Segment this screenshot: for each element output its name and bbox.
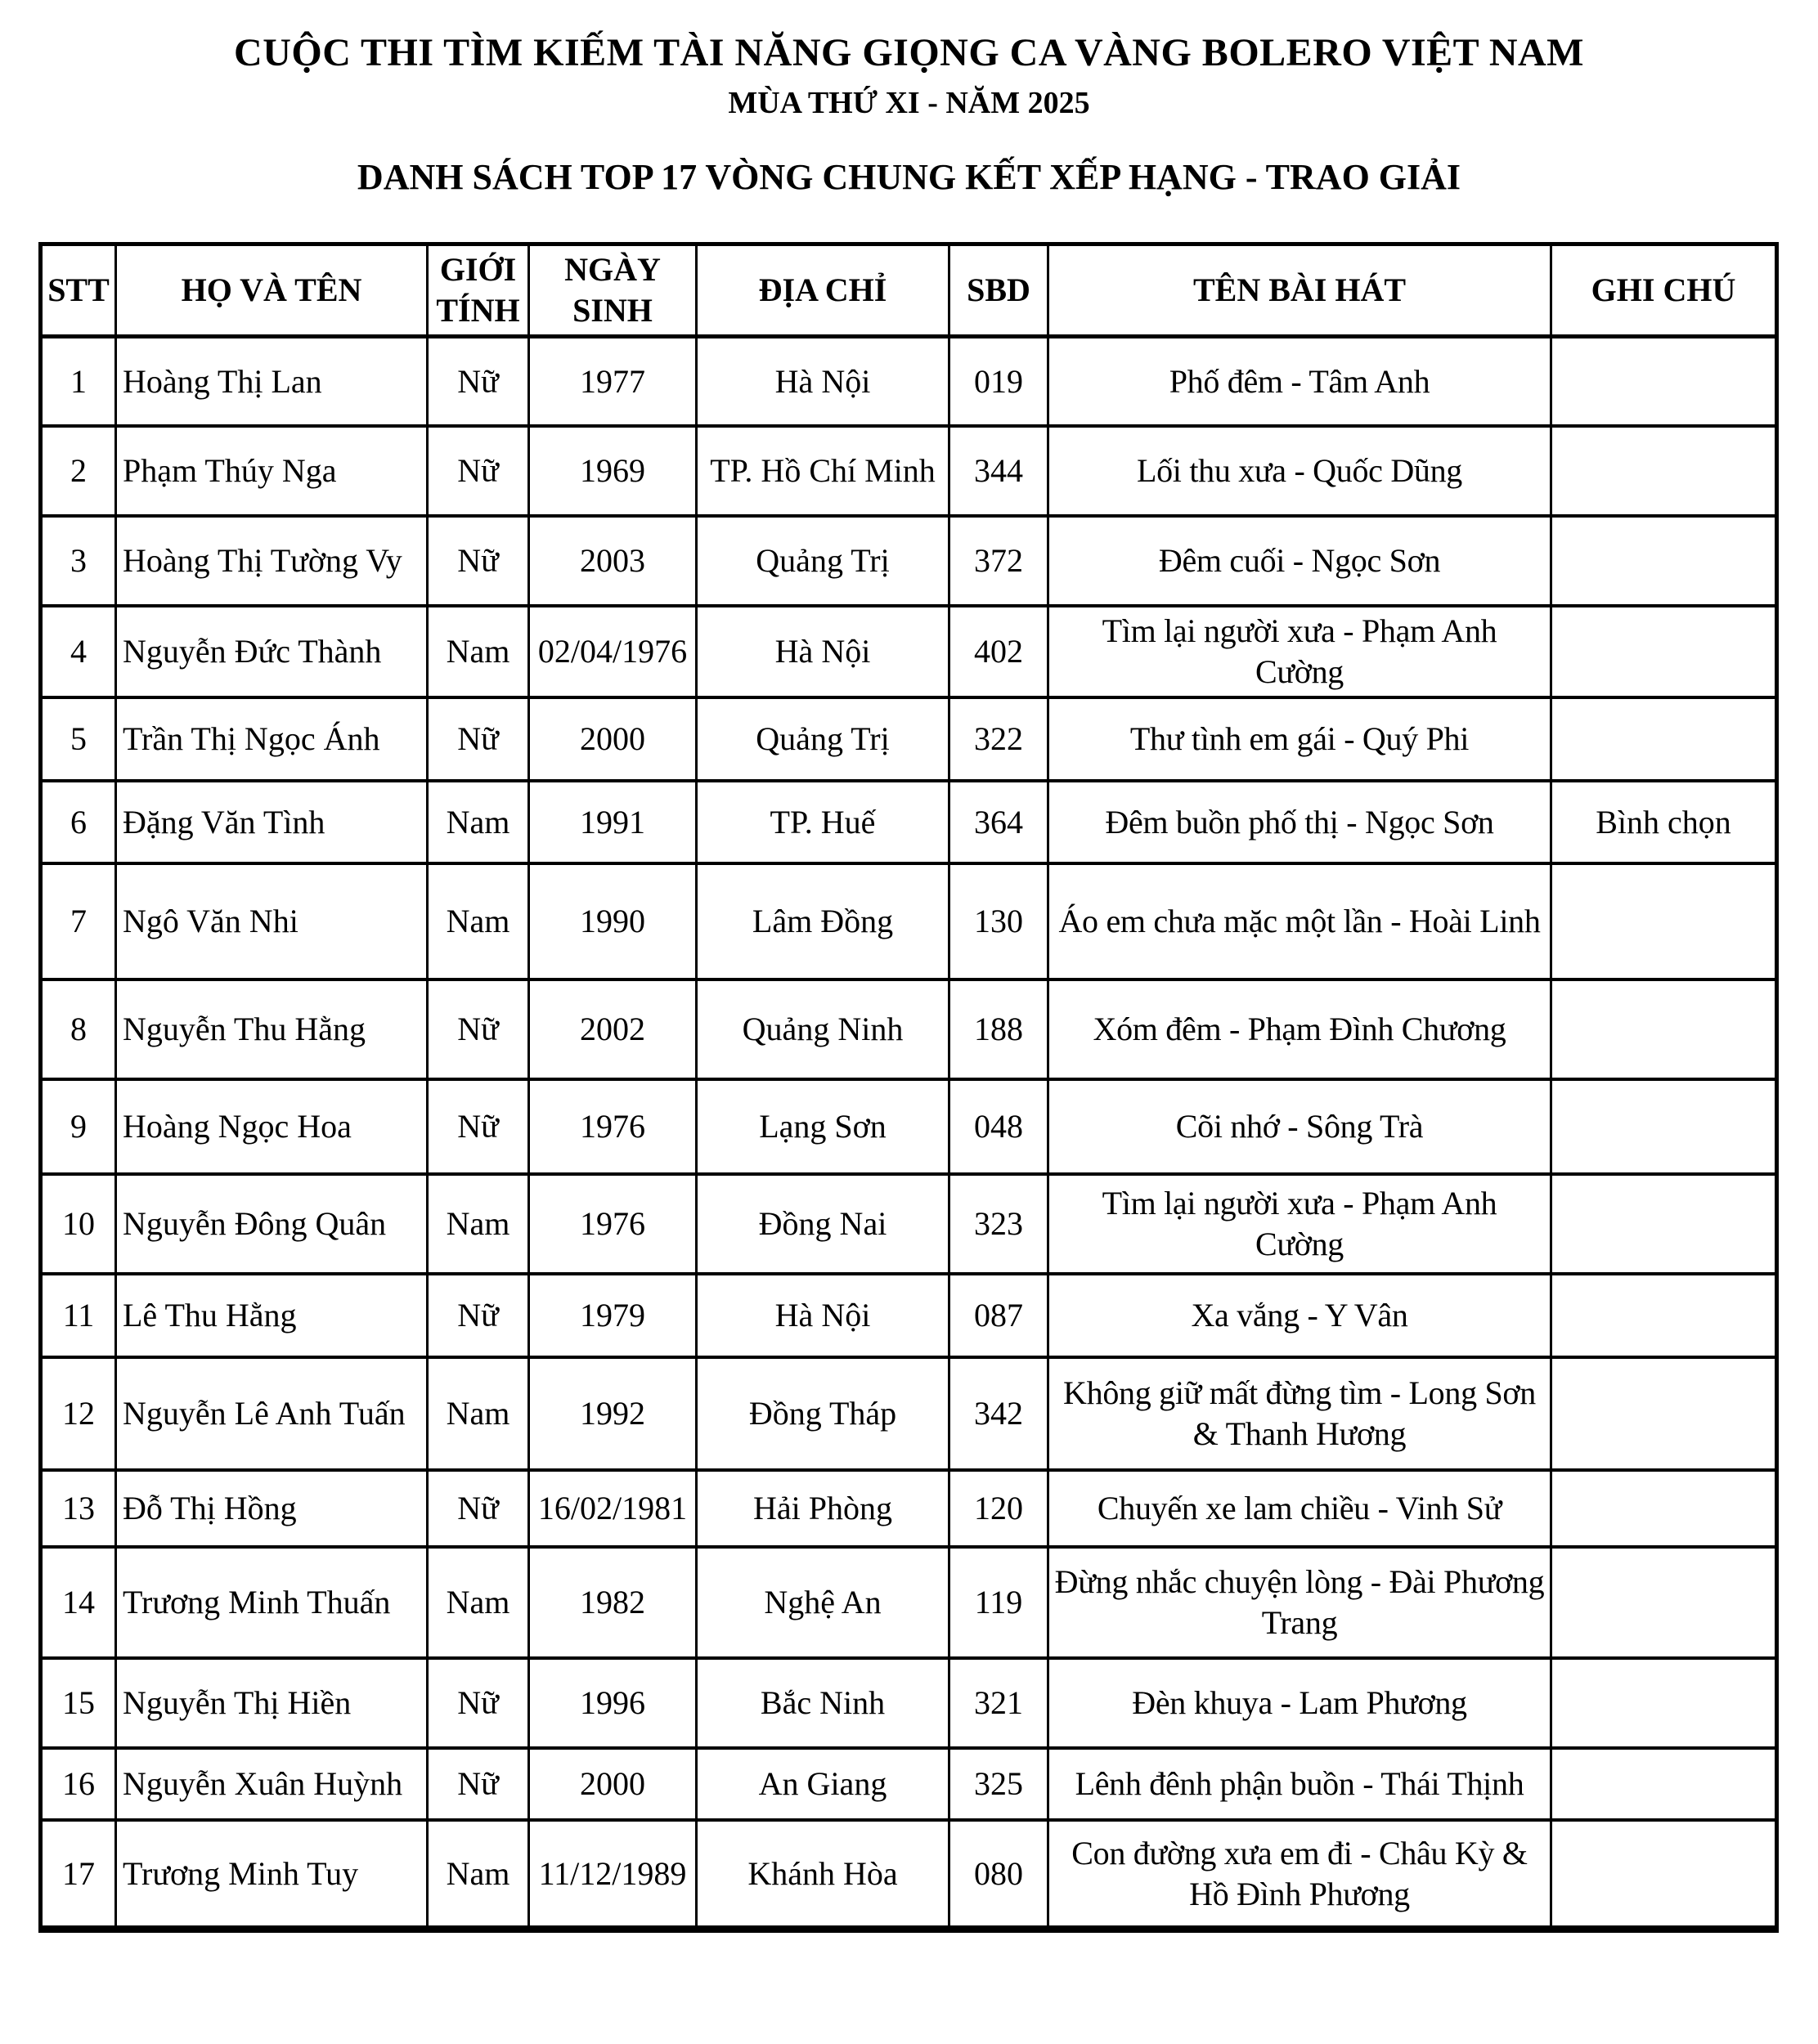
cell-address: Hà Nội xyxy=(697,606,949,697)
cell-sbd: 048 xyxy=(949,1079,1048,1174)
cell-name: Nguyễn Thị Hiền xyxy=(116,1658,428,1748)
table-row xyxy=(41,1357,1777,1470)
cell-address: Lâm Đồng xyxy=(697,863,949,979)
cell-address: TP. Hồ Chí Minh xyxy=(697,426,949,516)
cell-dob: 11/12/1989 xyxy=(529,1820,697,1929)
cell-name: Đặng Văn Tình xyxy=(116,781,428,863)
cell-gender: Nữ xyxy=(428,336,529,426)
cell-dob: 1977 xyxy=(529,336,697,426)
cell-name: Đỗ Thị Hồng xyxy=(116,1470,428,1547)
table-row xyxy=(41,863,1777,979)
cell-gender: Nam xyxy=(428,606,529,697)
cell-dob: 1979 xyxy=(529,1274,697,1357)
cell-gender: Nữ xyxy=(428,1274,529,1357)
cell-note xyxy=(1551,1547,1777,1658)
table-row xyxy=(41,697,1777,781)
table-row xyxy=(41,1470,1777,1547)
cell-address: Quảng Trị xyxy=(697,516,949,606)
cell-name: Phạm Thúy Nga xyxy=(116,426,428,516)
cell-sbd: 087 xyxy=(949,1274,1048,1357)
cell-sbd: 372 xyxy=(949,516,1048,606)
cell-song: Phố đêm - Tâm Anh xyxy=(1048,336,1551,426)
cell-stt: 5 xyxy=(41,697,116,781)
cell-stt: 16 xyxy=(41,1748,116,1820)
table-row xyxy=(41,1658,1777,1748)
cell-song: Cõi nhớ - Sông Trà xyxy=(1048,1079,1551,1174)
cell-name: Trương Minh Tuy xyxy=(116,1820,428,1929)
cell-note xyxy=(1551,1748,1777,1820)
cell-dob: 16/02/1981 xyxy=(529,1470,697,1547)
cell-dob: 2000 xyxy=(529,1748,697,1820)
table-row xyxy=(41,606,1777,697)
cell-gender: Nữ xyxy=(428,516,529,606)
cell-song: Đèn khuya - Lam Phương xyxy=(1048,1658,1551,1748)
cell-stt: 8 xyxy=(41,979,116,1079)
cell-stt: 2 xyxy=(41,426,116,516)
cell-sbd: 402 xyxy=(949,606,1048,697)
cell-dob: 1996 xyxy=(529,1658,697,1748)
cell-song: Chuyến xe lam chiều - Vinh Sử xyxy=(1048,1470,1551,1547)
cell-dob: 2000 xyxy=(529,697,697,781)
table-row xyxy=(41,516,1777,606)
column-header-sbd: SBD xyxy=(949,244,1048,336)
cell-stt: 6 xyxy=(41,781,116,863)
cell-name: Hoàng Ngọc Hoa xyxy=(116,1079,428,1174)
column-header-song: TÊN BÀI HÁT xyxy=(1048,244,1551,336)
cell-song: Thư tình em gái - Quý Phi xyxy=(1048,697,1551,781)
table-row xyxy=(41,1748,1777,1820)
cell-note xyxy=(1551,516,1777,606)
cell-song: Xa vắng - Y Vân xyxy=(1048,1274,1551,1357)
table-row xyxy=(41,1547,1777,1658)
table-header-row xyxy=(41,244,1777,336)
cell-name: Ngô Văn Nhi xyxy=(116,863,428,979)
cell-sbd: 188 xyxy=(949,979,1048,1079)
cell-song: Lối thu xưa - Quốc Dũng xyxy=(1048,426,1551,516)
cell-stt: 11 xyxy=(41,1274,116,1357)
cell-address: Đồng Nai xyxy=(697,1174,949,1274)
table-row xyxy=(41,336,1777,426)
cell-name: Lê Thu Hằng xyxy=(116,1274,428,1357)
cell-song: Đêm cuối - Ngọc Sơn xyxy=(1048,516,1551,606)
cell-dob: 1991 xyxy=(529,781,697,863)
cell-sbd: 130 xyxy=(949,863,1048,979)
column-header-note: GHI CHÚ xyxy=(1551,244,1777,336)
document-title: CUỘC THI TÌM KIẾM TÀI NĂNG GIỌNG CA VÀNG BOLERO VIỆT NAM xyxy=(234,31,1584,74)
cell-sbd: 342 xyxy=(949,1357,1048,1470)
cell-sbd: 119 xyxy=(949,1547,1048,1658)
column-header-gender: GIỚI TÍNH xyxy=(428,244,529,336)
contestants-table xyxy=(38,242,1779,1933)
cell-gender: Nữ xyxy=(428,426,529,516)
cell-stt: 14 xyxy=(41,1547,116,1658)
cell-gender: Nam xyxy=(428,1174,529,1274)
table-row xyxy=(41,1079,1777,1174)
cell-name: Hoàng Thị Tường Vy xyxy=(116,516,428,606)
cell-stt: 4 xyxy=(41,606,116,697)
cell-note xyxy=(1551,1820,1777,1929)
cell-sbd: 019 xyxy=(949,336,1048,426)
cell-stt: 3 xyxy=(41,516,116,606)
cell-note xyxy=(1551,1658,1777,1748)
cell-stt: 12 xyxy=(41,1357,116,1470)
cell-sbd: 120 xyxy=(949,1470,1048,1547)
cell-note xyxy=(1551,1174,1777,1274)
cell-address: Khánh Hòa xyxy=(697,1820,949,1929)
cell-song: Tìm lại người xưa - Phạm Anh Cường xyxy=(1048,606,1551,697)
table-row xyxy=(41,781,1777,863)
cell-sbd: 322 xyxy=(949,697,1048,781)
cell-address: TP. Huế xyxy=(697,781,949,863)
cell-sbd: 325 xyxy=(949,1748,1048,1820)
cell-gender: Nam xyxy=(428,863,529,979)
cell-note xyxy=(1551,863,1777,979)
column-header-address: ĐỊA CHỈ xyxy=(697,244,949,336)
cell-address: Quảng Trị xyxy=(697,697,949,781)
cell-note xyxy=(1551,336,1777,426)
cell-note xyxy=(1551,1079,1777,1174)
cell-dob: 1982 xyxy=(529,1547,697,1658)
cell-note xyxy=(1551,426,1777,516)
cell-name: Nguyễn Xuân Huỳnh xyxy=(116,1748,428,1820)
cell-dob: 2002 xyxy=(529,979,697,1079)
cell-address: Hà Nội xyxy=(697,1274,949,1357)
cell-dob: 1990 xyxy=(529,863,697,979)
cell-dob: 02/04/1976 xyxy=(529,606,697,697)
cell-note xyxy=(1551,979,1777,1079)
cell-dob: 1969 xyxy=(529,426,697,516)
cell-sbd: 344 xyxy=(949,426,1048,516)
cell-gender: Nữ xyxy=(428,1658,529,1748)
cell-name: Nguyễn Đông Quân xyxy=(116,1174,428,1274)
cell-address: Bắc Ninh xyxy=(697,1658,949,1748)
cell-address: Hải Phòng xyxy=(697,1470,949,1547)
cell-song: Áo em chưa mặc một lần - Hoài Linh xyxy=(1048,863,1551,979)
column-header-dob: NGÀY SINH xyxy=(529,244,697,336)
contestants-table-body xyxy=(41,336,1777,1929)
cell-name: Trương Minh Thuấn xyxy=(116,1547,428,1658)
cell-note xyxy=(1551,1357,1777,1470)
table-row xyxy=(41,1174,1777,1274)
cell-address: An Giang xyxy=(697,1748,949,1820)
table-row xyxy=(41,426,1777,516)
cell-stt: 15 xyxy=(41,1658,116,1748)
cell-stt: 10 xyxy=(41,1174,116,1274)
cell-name: Nguyễn Thu Hằng xyxy=(116,979,428,1079)
cell-gender: Nam xyxy=(428,781,529,863)
cell-stt: 13 xyxy=(41,1470,116,1547)
column-header-stt: STT xyxy=(41,244,116,336)
cell-gender: Nữ xyxy=(428,1470,529,1547)
cell-song: Con đường xưa em đi - Châu Kỳ & Hồ Đình Phương xyxy=(1048,1820,1551,1929)
cell-stt: 7 xyxy=(41,863,116,979)
cell-dob: 2003 xyxy=(529,516,697,606)
cell-name: Trần Thị Ngọc Ánh xyxy=(116,697,428,781)
cell-note: Bình chọn xyxy=(1551,781,1777,863)
cell-note xyxy=(1551,1470,1777,1547)
cell-address: Lạng Sơn xyxy=(697,1079,949,1174)
cell-sbd: 323 xyxy=(949,1174,1048,1274)
cell-sbd: 364 xyxy=(949,781,1048,863)
column-header-name: HỌ VÀ TÊN xyxy=(116,244,428,336)
cell-gender: Nam xyxy=(428,1820,529,1929)
cell-sbd: 080 xyxy=(949,1820,1048,1929)
cell-name: Nguyễn Đức Thành xyxy=(116,606,428,697)
cell-dob: 1976 xyxy=(529,1079,697,1174)
cell-address: Hà Nội xyxy=(697,336,949,426)
cell-address: Nghệ An xyxy=(697,1547,949,1658)
cell-gender: Nữ xyxy=(428,697,529,781)
cell-gender: Nữ xyxy=(428,1079,529,1174)
cell-song: Xóm đêm - Phạm Đình Chương xyxy=(1048,979,1551,1079)
cell-gender: Nam xyxy=(428,1547,529,1658)
cell-note xyxy=(1551,1274,1777,1357)
cell-song: Đừng nhắc chuyện lòng - Đài Phương Trang xyxy=(1048,1547,1551,1658)
cell-song: Không giữ mất đừng tìm - Long Sơn & Thanh Hương xyxy=(1048,1357,1551,1470)
table-row xyxy=(41,979,1777,1079)
cell-stt: 1 xyxy=(41,336,116,426)
cell-song: Lênh đênh phận buồn - Thái Thịnh xyxy=(1048,1748,1551,1820)
cell-stt: 9 xyxy=(41,1079,116,1174)
cell-note xyxy=(1551,606,1777,697)
cell-stt: 17 xyxy=(41,1820,116,1929)
cell-address: Quảng Ninh xyxy=(697,979,949,1079)
table-row xyxy=(41,1274,1777,1357)
cell-note xyxy=(1551,697,1777,781)
cell-dob: 1976 xyxy=(529,1174,697,1274)
cell-song: Đêm buồn phố thị - Ngọc Sơn xyxy=(1048,781,1551,863)
cell-gender: Nữ xyxy=(428,1748,529,1820)
cell-gender: Nam xyxy=(428,1357,529,1470)
table-row xyxy=(41,1820,1777,1929)
cell-address: Đồng Tháp xyxy=(697,1357,949,1470)
cell-name: Hoàng Thị Lan xyxy=(116,336,428,426)
list-heading: DANH SÁCH TOP 17 VÒNG CHUNG KẾT XẾP HẠNG - TRAO GIẢI xyxy=(357,157,1461,198)
cell-gender: Nữ xyxy=(428,979,529,1079)
cell-dob: 1992 xyxy=(529,1357,697,1470)
cell-song: Tìm lại người xưa - Phạm Anh Cường xyxy=(1048,1174,1551,1274)
cell-name: Nguyễn Lê Anh Tuấn xyxy=(116,1357,428,1470)
document-season: MÙA THỨ XI - NĂM 2025 xyxy=(728,85,1090,120)
cell-sbd: 321 xyxy=(949,1658,1048,1748)
